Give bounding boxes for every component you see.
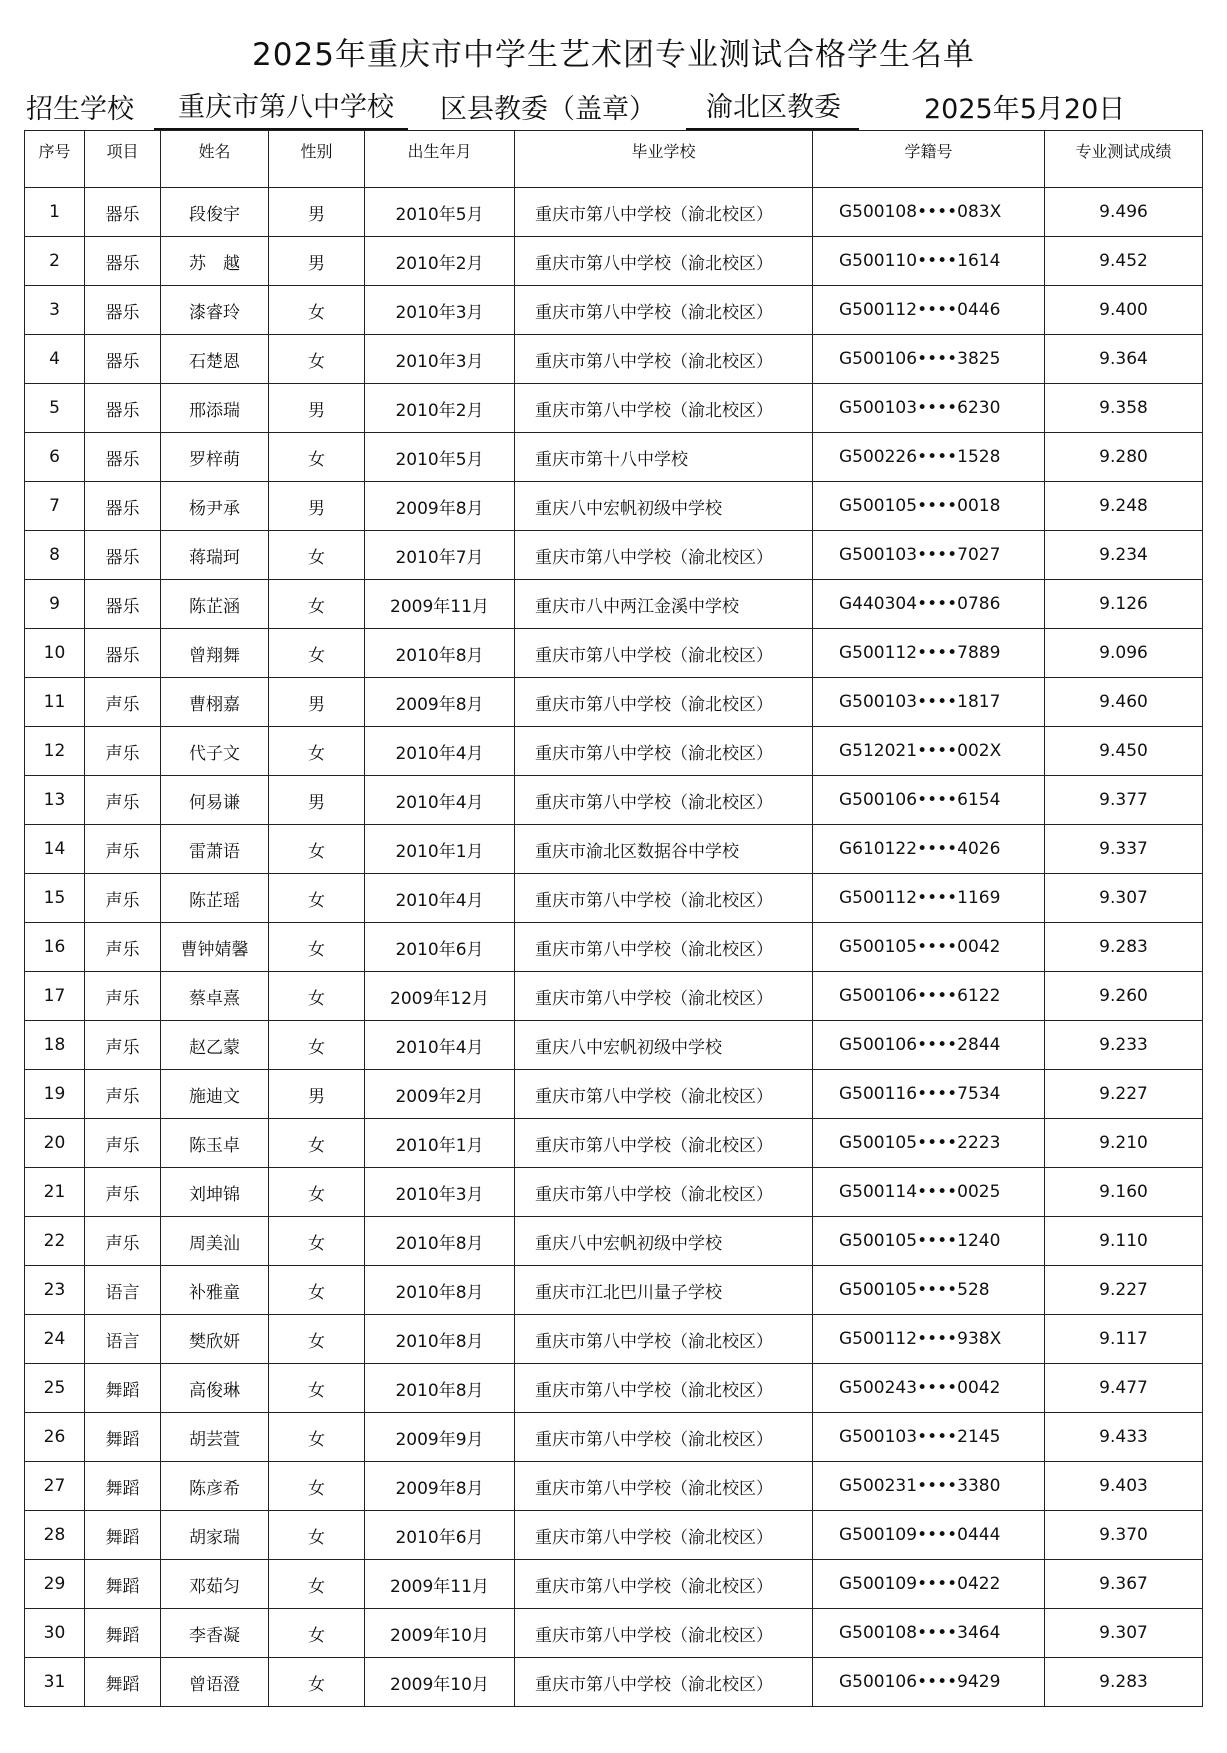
cell-name: 高俊琳 (161, 1364, 269, 1413)
cell-id: G500103••••1817 (813, 678, 1045, 727)
cell-id: G500103••••7027 (813, 531, 1045, 580)
cell-no: 9 (25, 580, 85, 629)
cell-name: 陈芷涵 (161, 580, 269, 629)
cell-school: 重庆市第八中学校（渝北校区） (515, 531, 813, 580)
cell-item: 声乐 (85, 825, 161, 874)
cell-id: G500226••••1528 (813, 433, 1045, 482)
cell-score: 9.248 (1045, 482, 1203, 531)
cell-id: G500106••••6154 (813, 776, 1045, 825)
cell-gender: 女 (269, 1462, 365, 1511)
cell-no: 18 (25, 1021, 85, 1070)
cell-item: 舞蹈 (85, 1658, 161, 1707)
table-row (25, 1413, 1203, 1462)
cell-item: 器乐 (85, 482, 161, 531)
cell-school: 重庆市第八中学校（渝北校区） (515, 776, 813, 825)
cell-item: 声乐 (85, 1070, 161, 1119)
cell-score: 9.460 (1045, 678, 1203, 727)
cell-no: 19 (25, 1070, 85, 1119)
cell-name: 代子文 (161, 727, 269, 776)
cell-gender: 男 (269, 678, 365, 727)
cell-school: 重庆市第八中学校（渝北校区） (515, 1609, 813, 1658)
cell-birth: 2009年11月 (365, 580, 515, 629)
committee-label: 区县教委（盖章） (440, 94, 656, 125)
cell-school: 重庆市第八中学校（渝北校区） (515, 1364, 813, 1413)
cell-gender: 女 (269, 1511, 365, 1560)
cell-no: 2 (25, 237, 85, 286)
table-row (25, 1168, 1203, 1217)
cell-id: G440304••••0786 (813, 580, 1045, 629)
cell-score: 9.233 (1045, 1021, 1203, 1070)
cell-school: 重庆市八中两江金溪中学校 (515, 580, 813, 629)
table-row (25, 727, 1203, 776)
cell-id: G512021••••002X (813, 727, 1045, 776)
col-header-birth: 出生年月 (365, 131, 515, 188)
cell-birth: 2010年6月 (365, 923, 515, 972)
table-row (25, 1119, 1203, 1168)
table-row (25, 531, 1203, 580)
cell-gender: 女 (269, 727, 365, 776)
cell-id: G500106••••3825 (813, 335, 1045, 384)
cell-score: 9.126 (1045, 580, 1203, 629)
table-row (25, 237, 1203, 286)
cell-score: 9.117 (1045, 1315, 1203, 1364)
cell-name: 曹栩嘉 (161, 678, 269, 727)
cell-school: 重庆市第八中学校（渝北校区） (515, 335, 813, 384)
cell-no: 27 (25, 1462, 85, 1511)
cell-gender: 女 (269, 580, 365, 629)
table-row (25, 1462, 1203, 1511)
cell-id: G500103••••2145 (813, 1413, 1045, 1462)
cell-item: 声乐 (85, 874, 161, 923)
cell-no: 15 (25, 874, 85, 923)
cell-id: G500105••••0018 (813, 482, 1045, 531)
cell-gender: 女 (269, 335, 365, 384)
cell-gender: 女 (269, 1609, 365, 1658)
cell-id: G500109••••0444 (813, 1511, 1045, 1560)
cell-item: 声乐 (85, 1168, 161, 1217)
cell-no: 17 (25, 972, 85, 1021)
table-row (25, 580, 1203, 629)
cell-birth: 2009年8月 (365, 1462, 515, 1511)
cell-name: 陈彦希 (161, 1462, 269, 1511)
cell-school: 重庆市第八中学校（渝北校区） (515, 1168, 813, 1217)
header-line (26, 88, 1206, 132)
cell-school: 重庆市第八中学校（渝北校区） (515, 1119, 813, 1168)
cell-score: 9.096 (1045, 629, 1203, 678)
cell-score: 9.450 (1045, 727, 1203, 776)
cell-item: 语言 (85, 1266, 161, 1315)
cell-item: 器乐 (85, 433, 161, 482)
cell-item: 舞蹈 (85, 1364, 161, 1413)
cell-id: G500112••••7889 (813, 629, 1045, 678)
cell-score: 9.367 (1045, 1560, 1203, 1609)
cell-id: G500105••••0042 (813, 923, 1045, 972)
cell-score: 9.400 (1045, 286, 1203, 335)
cell-item: 声乐 (85, 972, 161, 1021)
cell-gender: 男 (269, 384, 365, 433)
cell-gender: 女 (269, 1217, 365, 1266)
cell-no: 13 (25, 776, 85, 825)
cell-name: 邓茹匀 (161, 1560, 269, 1609)
cell-score: 9.283 (1045, 923, 1203, 972)
date-text: 2025年5月20日 (924, 94, 1126, 125)
school-label: 招生学校 (26, 94, 134, 125)
cell-school: 重庆市第八中学校（渝北校区） (515, 1070, 813, 1119)
col-header-no: 序号 (25, 131, 85, 188)
cell-school: 重庆市第八中学校（渝北校区） (515, 286, 813, 335)
cell-item: 声乐 (85, 1021, 161, 1070)
cell-gender: 女 (269, 1168, 365, 1217)
cell-no: 8 (25, 531, 85, 580)
cell-item: 器乐 (85, 580, 161, 629)
cell-birth: 2010年8月 (365, 1315, 515, 1364)
cell-birth: 2010年7月 (365, 531, 515, 580)
cell-score: 9.364 (1045, 335, 1203, 384)
cell-no: 7 (25, 482, 85, 531)
cell-no: 10 (25, 629, 85, 678)
cell-score: 9.370 (1045, 1511, 1203, 1560)
cell-name: 胡芸萱 (161, 1413, 269, 1462)
cell-id: G500112••••0446 (813, 286, 1045, 335)
cell-score: 9.337 (1045, 825, 1203, 874)
col-header-school: 毕业学校 (515, 131, 813, 188)
cell-id: G500106••••9429 (813, 1658, 1045, 1707)
cell-name: 樊欣妍 (161, 1315, 269, 1364)
cell-school: 重庆市第八中学校（渝北校区） (515, 188, 813, 237)
cell-gender: 女 (269, 1266, 365, 1315)
cell-birth: 2010年8月 (365, 1364, 515, 1413)
cell-name: 补雅童 (161, 1266, 269, 1315)
cell-no: 14 (25, 825, 85, 874)
cell-birth: 2010年8月 (365, 1217, 515, 1266)
cell-birth: 2010年3月 (365, 286, 515, 335)
cell-item: 声乐 (85, 727, 161, 776)
table-row (25, 482, 1203, 531)
cell-no: 23 (25, 1266, 85, 1315)
cell-score: 9.477 (1045, 1364, 1203, 1413)
table-row (25, 1511, 1203, 1560)
cell-name: 雷萧语 (161, 825, 269, 874)
cell-gender: 男 (269, 188, 365, 237)
cell-score: 9.283 (1045, 1658, 1203, 1707)
cell-score: 9.433 (1045, 1413, 1203, 1462)
cell-name: 赵乙蒙 (161, 1021, 269, 1070)
cell-school: 重庆市第八中学校（渝北校区） (515, 1413, 813, 1462)
cell-gender: 女 (269, 972, 365, 1021)
cell-no: 11 (25, 678, 85, 727)
cell-no: 6 (25, 433, 85, 482)
cell-name: 杨尹承 (161, 482, 269, 531)
table-row (25, 1364, 1203, 1413)
cell-name: 刘坤锦 (161, 1168, 269, 1217)
cell-school: 重庆市第八中学校（渝北校区） (515, 629, 813, 678)
col-header-gender: 性别 (269, 131, 365, 188)
cell-id: G500106••••6122 (813, 972, 1045, 1021)
cell-birth: 2009年8月 (365, 678, 515, 727)
table-row (25, 874, 1203, 923)
cell-birth: 2010年6月 (365, 1511, 515, 1560)
cell-item: 器乐 (85, 335, 161, 384)
cell-id: G500103••••6230 (813, 384, 1045, 433)
cell-id: G500114••••0025 (813, 1168, 1045, 1217)
cell-birth: 2010年1月 (365, 825, 515, 874)
cell-school: 重庆市第八中学校（渝北校区） (515, 678, 813, 727)
cell-gender: 女 (269, 1413, 365, 1462)
cell-id: G500112••••1169 (813, 874, 1045, 923)
cell-score: 9.110 (1045, 1217, 1203, 1266)
cell-id: G500106••••2844 (813, 1021, 1045, 1070)
cell-no: 26 (25, 1413, 85, 1462)
committee-value: 渝北区教委 (686, 88, 859, 130)
cell-gender: 女 (269, 825, 365, 874)
cell-score: 9.358 (1045, 384, 1203, 433)
cell-birth: 2010年5月 (365, 433, 515, 482)
cell-birth: 2010年1月 (365, 1119, 515, 1168)
cell-name: 曹钟婧馨 (161, 923, 269, 972)
table-row (25, 1217, 1203, 1266)
table-row (25, 678, 1203, 727)
student-table (24, 130, 1203, 1707)
cell-birth: 2009年9月 (365, 1413, 515, 1462)
cell-item: 器乐 (85, 629, 161, 678)
table-row (25, 1315, 1203, 1364)
col-header-id: 学籍号 (813, 131, 1045, 188)
table-row (25, 629, 1203, 678)
cell-item: 声乐 (85, 1217, 161, 1266)
cell-name: 胡家瑞 (161, 1511, 269, 1560)
cell-name: 段俊宇 (161, 188, 269, 237)
header-row (25, 131, 1203, 188)
col-header-item: 项目 (85, 131, 161, 188)
cell-id: G500108••••3464 (813, 1609, 1045, 1658)
cell-score: 9.260 (1045, 972, 1203, 1021)
cell-school: 重庆市第八中学校（渝北校区） (515, 237, 813, 286)
cell-school: 重庆市第八中学校（渝北校区） (515, 384, 813, 433)
cell-no: 5 (25, 384, 85, 433)
school-value: 重庆市第八中学校 (154, 88, 408, 130)
cell-birth: 2010年4月 (365, 1021, 515, 1070)
cell-school: 重庆市第八中学校（渝北校区） (515, 874, 813, 923)
cell-item: 舞蹈 (85, 1462, 161, 1511)
cell-item: 声乐 (85, 776, 161, 825)
cell-name: 漆睿玲 (161, 286, 269, 335)
cell-name: 邢添瑞 (161, 384, 269, 433)
cell-id: G500105••••528 (813, 1266, 1045, 1315)
cell-no: 1 (25, 188, 85, 237)
cell-school: 重庆八中宏帆初级中学校 (515, 1021, 813, 1070)
cell-gender: 女 (269, 1560, 365, 1609)
cell-score: 9.234 (1045, 531, 1203, 580)
cell-birth: 2010年3月 (365, 1168, 515, 1217)
cell-score: 9.160 (1045, 1168, 1203, 1217)
table-row (25, 286, 1203, 335)
cell-name: 石楚恩 (161, 335, 269, 384)
cell-no: 4 (25, 335, 85, 384)
cell-score: 9.210 (1045, 1119, 1203, 1168)
cell-birth: 2009年10月 (365, 1609, 515, 1658)
page-title: 2025年重庆市中学生艺术团专业测试合格学生名单 (252, 37, 975, 73)
cell-birth: 2009年11月 (365, 1560, 515, 1609)
cell-birth: 2010年8月 (365, 1266, 515, 1315)
table-row (25, 433, 1203, 482)
cell-school: 重庆八中宏帆初级中学校 (515, 1217, 813, 1266)
cell-birth: 2010年2月 (365, 237, 515, 286)
cell-no: 3 (25, 286, 85, 335)
cell-item: 声乐 (85, 923, 161, 972)
cell-id: G610122••••4026 (813, 825, 1045, 874)
cell-item: 舞蹈 (85, 1609, 161, 1658)
cell-gender: 女 (269, 1315, 365, 1364)
cell-name: 蒋瑞珂 (161, 531, 269, 580)
cell-birth: 2009年8月 (365, 482, 515, 531)
cell-birth: 2010年8月 (365, 629, 515, 678)
table-row (25, 1266, 1203, 1315)
cell-item: 器乐 (85, 286, 161, 335)
cell-name: 周美汕 (161, 1217, 269, 1266)
cell-no: 21 (25, 1168, 85, 1217)
table-row (25, 825, 1203, 874)
cell-name: 蔡卓熹 (161, 972, 269, 1021)
cell-gender: 男 (269, 776, 365, 825)
cell-gender: 男 (269, 1070, 365, 1119)
cell-name: 施迪文 (161, 1070, 269, 1119)
table-row (25, 1560, 1203, 1609)
cell-score: 9.496 (1045, 188, 1203, 237)
cell-gender: 女 (269, 629, 365, 678)
cell-item: 声乐 (85, 678, 161, 727)
cell-gender: 女 (269, 1021, 365, 1070)
cell-gender: 女 (269, 874, 365, 923)
cell-item: 器乐 (85, 384, 161, 433)
table-row (25, 1609, 1203, 1658)
cell-birth: 2009年10月 (365, 1658, 515, 1707)
cell-item: 舞蹈 (85, 1560, 161, 1609)
cell-school: 重庆市第八中学校（渝北校区） (515, 1315, 813, 1364)
cell-gender: 女 (269, 1364, 365, 1413)
cell-school: 重庆市渝北区数据谷中学校 (515, 825, 813, 874)
cell-score: 9.280 (1045, 433, 1203, 482)
cell-no: 28 (25, 1511, 85, 1560)
cell-no: 30 (25, 1609, 85, 1658)
table-row (25, 384, 1203, 433)
cell-gender: 男 (269, 482, 365, 531)
cell-school: 重庆市第八中学校（渝北校区） (515, 972, 813, 1021)
cell-score: 9.377 (1045, 776, 1203, 825)
cell-name: 陈芷瑶 (161, 874, 269, 923)
cell-school: 重庆市第八中学校（渝北校区） (515, 1462, 813, 1511)
table-body (25, 188, 1203, 1707)
cell-school: 重庆八中宏帆初级中学校 (515, 482, 813, 531)
cell-score: 9.227 (1045, 1070, 1203, 1119)
table-row (25, 1658, 1203, 1707)
table-row (25, 335, 1203, 384)
cell-score: 9.403 (1045, 1462, 1203, 1511)
cell-school: 重庆市第八中学校（渝北校区） (515, 1560, 813, 1609)
cell-name: 曾语澄 (161, 1658, 269, 1707)
cell-birth: 2009年12月 (365, 972, 515, 1021)
cell-gender: 女 (269, 923, 365, 972)
cell-id: G500110••••1614 (813, 237, 1045, 286)
cell-name: 罗梓萌 (161, 433, 269, 482)
cell-id: G500105••••1240 (813, 1217, 1045, 1266)
cell-name: 李香凝 (161, 1609, 269, 1658)
table-row (25, 1070, 1203, 1119)
cell-name: 曾翔舞 (161, 629, 269, 678)
cell-no: 12 (25, 727, 85, 776)
cell-school: 重庆市第十八中学校 (515, 433, 813, 482)
cell-no: 24 (25, 1315, 85, 1364)
cell-gender: 女 (269, 531, 365, 580)
cell-birth: 2010年3月 (365, 335, 515, 384)
cell-gender: 女 (269, 433, 365, 482)
cell-item: 舞蹈 (85, 1511, 161, 1560)
cell-name: 何易谦 (161, 776, 269, 825)
cell-name: 陈玉卓 (161, 1119, 269, 1168)
cell-school: 重庆市江北巴川量子学校 (515, 1266, 813, 1315)
table-row (25, 188, 1203, 237)
table-row (25, 776, 1203, 825)
cell-item: 器乐 (85, 531, 161, 580)
cell-school: 重庆市第八中学校（渝北校区） (515, 1658, 813, 1707)
cell-gender: 女 (269, 1119, 365, 1168)
cell-id: G500112••••938X (813, 1315, 1045, 1364)
cell-id: G500231••••3380 (813, 1462, 1045, 1511)
cell-item: 器乐 (85, 188, 161, 237)
cell-gender: 女 (269, 286, 365, 335)
cell-id: G500243••••0042 (813, 1364, 1045, 1413)
cell-birth: 2010年2月 (365, 384, 515, 433)
cell-item: 声乐 (85, 1119, 161, 1168)
cell-no: 20 (25, 1119, 85, 1168)
cell-birth: 2010年4月 (365, 776, 515, 825)
cell-school: 重庆市第八中学校（渝北校区） (515, 727, 813, 776)
cell-no: 25 (25, 1364, 85, 1413)
cell-id: G500116••••7534 (813, 1070, 1045, 1119)
cell-item: 器乐 (85, 237, 161, 286)
table-row (25, 1021, 1203, 1070)
table-header (25, 131, 1203, 188)
cell-item: 语言 (85, 1315, 161, 1364)
cell-score: 9.307 (1045, 874, 1203, 923)
cell-score: 9.452 (1045, 237, 1203, 286)
cell-no: 22 (25, 1217, 85, 1266)
cell-name: 苏 越 (161, 237, 269, 286)
cell-no: 16 (25, 923, 85, 972)
cell-id: G500105••••2223 (813, 1119, 1045, 1168)
cell-birth: 2010年4月 (365, 727, 515, 776)
cell-birth: 2010年5月 (365, 188, 515, 237)
cell-id: G500109••••0422 (813, 1560, 1045, 1609)
col-header-score: 专业测试成绩 (1045, 131, 1203, 188)
table-row (25, 923, 1203, 972)
cell-score: 9.307 (1045, 1609, 1203, 1658)
cell-score: 9.227 (1045, 1266, 1203, 1315)
cell-birth: 2009年2月 (365, 1070, 515, 1119)
cell-no: 29 (25, 1560, 85, 1609)
cell-no: 31 (25, 1658, 85, 1707)
table-row (25, 972, 1203, 1021)
cell-gender: 男 (269, 237, 365, 286)
col-header-name: 姓名 (161, 131, 269, 188)
cell-birth: 2010年4月 (365, 874, 515, 923)
cell-id: G500108••••083X (813, 188, 1045, 237)
cell-gender: 女 (269, 1658, 365, 1707)
cell-school: 重庆市第八中学校（渝北校区） (515, 1511, 813, 1560)
cell-item: 舞蹈 (85, 1413, 161, 1462)
cell-school: 重庆市第八中学校（渝北校区） (515, 923, 813, 972)
